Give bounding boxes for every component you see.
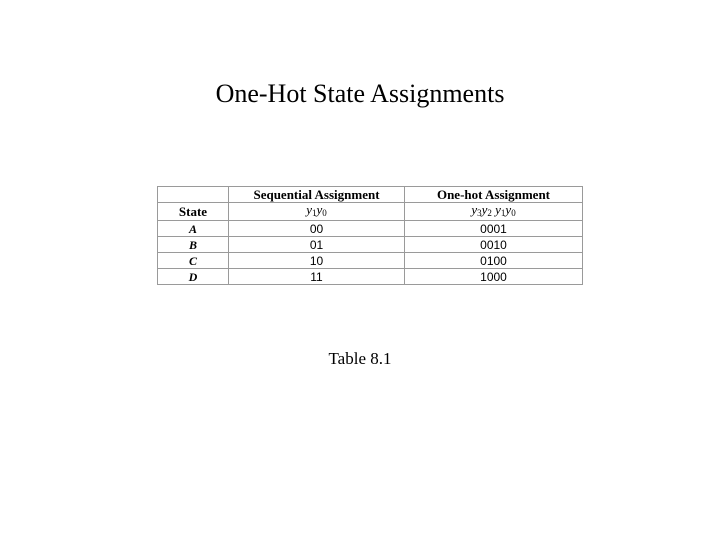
slide-title: One-Hot State Assignments [215,79,505,108]
sequential-cell: 11 [229,269,405,285]
onehot-cell: 1000 [405,269,583,285]
state-cell: C [158,253,229,269]
table-subheader-row [158,203,583,221]
table-header-row [158,187,583,203]
onehot-cell: 0100 [405,253,583,269]
sequential-cell: 01 [229,237,405,253]
table-row [158,269,583,285]
state-cell: B [158,237,229,253]
onehot-cell: 0001 [405,221,583,237]
sequential-variables: $y_1y_0$ [229,203,405,221]
sequential-cell: 10 [229,253,405,269]
onehot-cell: 0010 [405,237,583,253]
header-state: State [158,203,229,221]
table-row [158,237,583,253]
sequential-cell: 00 [229,221,405,237]
state-assignment-table [157,186,583,285]
header-sequential-assignment: Sequential Assignment [229,187,405,203]
state-cell: A [158,221,229,237]
table-caption: Table 8.1 [328,349,392,368]
header-corner [158,187,229,203]
table-row [158,221,583,237]
table-row [158,253,583,269]
state-cell: D [158,269,229,285]
onehot-variables: $y_3y_2$ $y_1y_0$ [405,203,583,221]
header-onehot-assignment: One-hot Assignment [405,187,583,203]
